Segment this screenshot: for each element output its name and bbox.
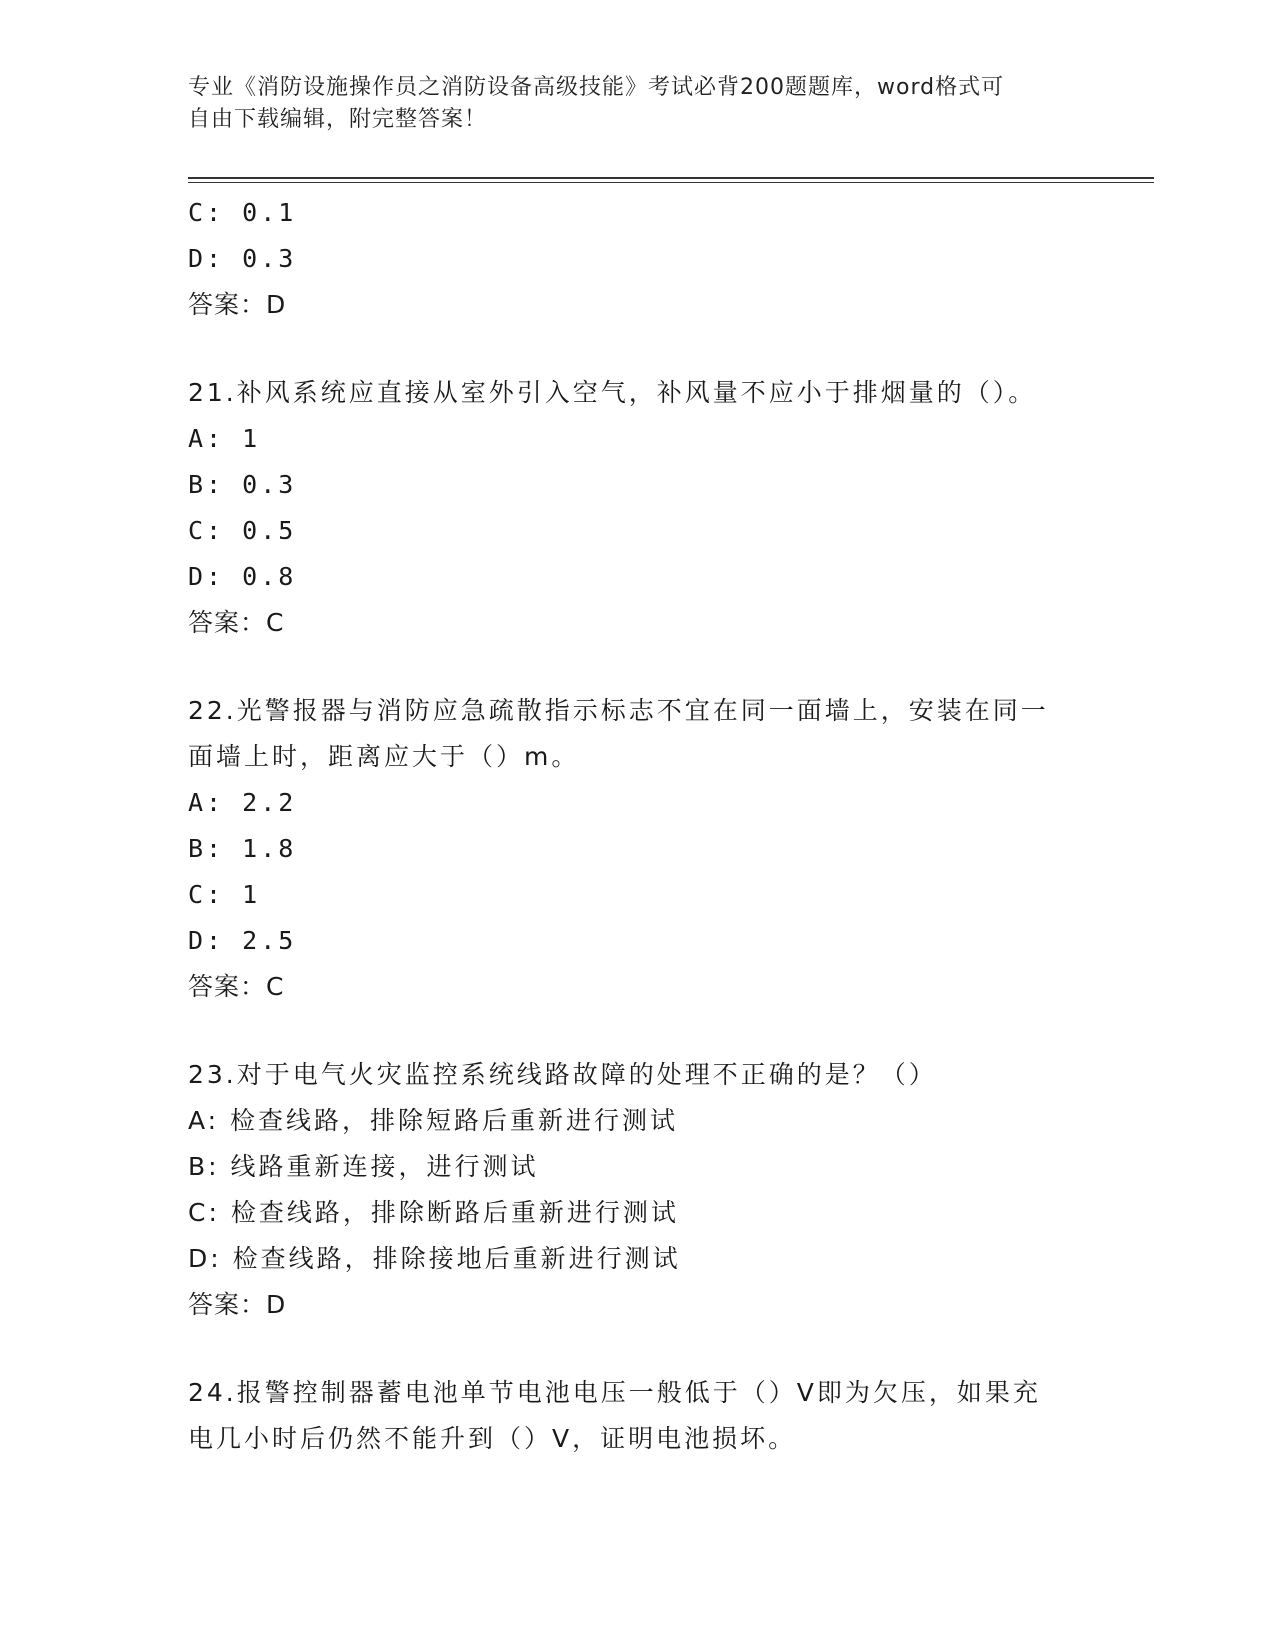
spacer (188, 328, 1088, 370)
header-title-line-2: 自由下载编辑，附完整答案！ (188, 107, 488, 132)
question-stem: 21.补风系统应直接从室外引入空气，补风量不应小于排烟量的（）。 (188, 378, 1037, 407)
option-a: A: 检查线路，排除短路后重新进行测试 (188, 1106, 679, 1135)
spacer (188, 1010, 1088, 1052)
option-c: C: 0.1 (188, 198, 297, 227)
question-stem: 23.对于电气火灾监控系统线路故障的处理不正确的是？（） (188, 1060, 937, 1089)
question-20-continued (188, 190, 1088, 328)
header-rule-thick (188, 177, 1154, 179)
option-b: B: 1.8 (188, 834, 297, 863)
option-d: D: 检查线路，排除接地后重新进行测试 (188, 1244, 681, 1273)
option-c: C: 0.5 (188, 516, 297, 545)
header-title-line-1: 专业《消防设施操作员之消防设备高级技能》考试必背200题题库，word格式可 (188, 75, 1005, 100)
question-21 (188, 370, 1088, 646)
option-c: C: 检查线路，排除断路后重新进行测试 (188, 1198, 679, 1227)
spacer (188, 1328, 1088, 1370)
question-22 (188, 688, 1088, 1010)
header-rule-thin (188, 182, 1154, 183)
answer-line: 答案：C (188, 608, 285, 637)
answer-line: 答案：D (188, 290, 287, 319)
question-stem-line-1: 22.光警报器与消防应急疏散指示标志不宜在同一面墙上，安装在同一 (188, 696, 1049, 725)
option-d: D: 2.5 (188, 926, 297, 955)
question-23 (188, 1052, 1088, 1328)
question-stem-line-2: 面墙上时，距离应大于（）m。 (188, 742, 580, 771)
question-list (188, 190, 1088, 1462)
question-stem-line-2: 电几小时后仍然不能升到（）V，证明电池损坏。 (188, 1424, 797, 1453)
answer-line: 答案：C (188, 972, 285, 1001)
option-c: C: 1 (188, 880, 261, 909)
option-a: A: 1 (188, 424, 261, 453)
question-stem-line-1: 24.报警控制器蓄电池单节电池电压一般低于（）V即为欠压，如果充 (188, 1378, 1041, 1407)
option-a: A: 2.2 (188, 788, 297, 817)
answer-line: 答案：D (188, 1290, 287, 1319)
option-b: B: 0.3 (188, 470, 297, 499)
spacer (188, 646, 1088, 688)
question-24 (188, 1370, 1088, 1462)
option-d: D: 0.3 (188, 244, 297, 273)
option-d: D: 0.8 (188, 562, 297, 591)
page-header (188, 72, 1078, 136)
option-b: B: 线路重新连接，进行测试 (188, 1152, 539, 1181)
